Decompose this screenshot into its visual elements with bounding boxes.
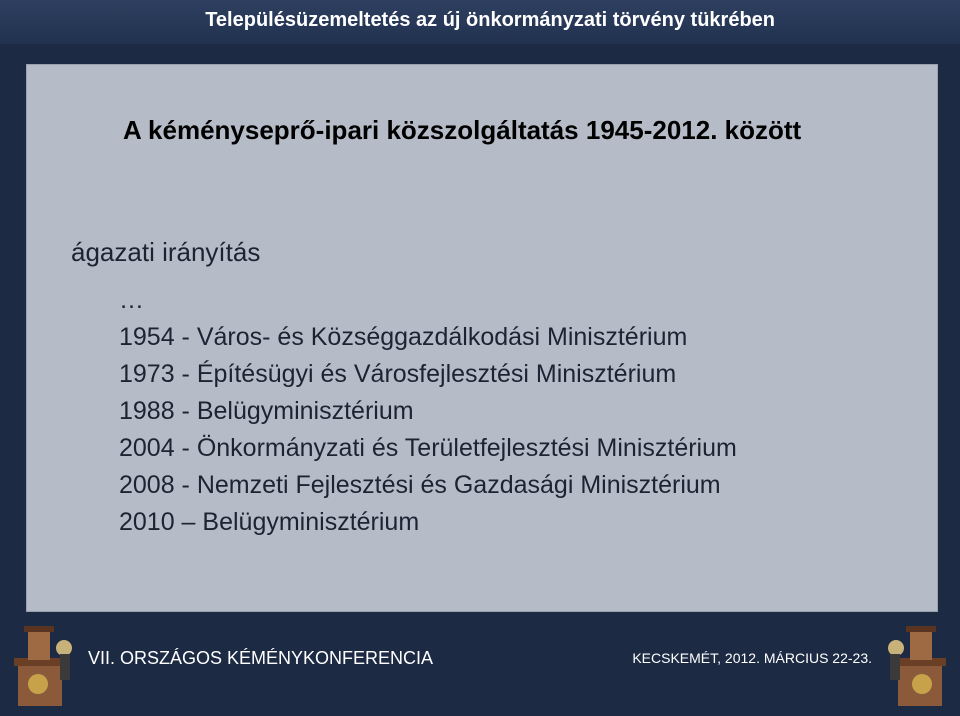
footer-conference-name: VII. ORSZÁGOS KÉMÉNYKONFERENCIA xyxy=(88,648,434,668)
ministry-timeline xyxy=(119,282,737,541)
chimney-sweep-logo-icon xyxy=(10,624,80,710)
timeline-item: 2010 – Belügyminisztérium xyxy=(119,508,420,536)
section-heading: ágazati irányítás xyxy=(71,237,261,267)
timeline-item: 2008 - Nemzeti Fejlesztési és Gazdasági Minisztérium xyxy=(119,471,721,499)
timeline-item: 1954 - Város- és Községgazdálkodási Minisztérium xyxy=(119,323,688,351)
timeline-item: 1988 - Belügyminisztérium xyxy=(119,397,414,425)
chimney-sweep-logo-icon xyxy=(880,624,950,710)
footer-bar xyxy=(0,618,960,716)
timeline-item: 1973 - Építésügyi és Városfejlesztési Minisztérium xyxy=(119,360,677,388)
content-panel xyxy=(26,64,938,612)
footer-location-date: KECSKEMÉT, 2012. MÁRCIUS 22-23. xyxy=(632,650,872,666)
header-bar xyxy=(0,0,960,44)
slide-title: A kéményseprő-ipari közszolgáltatás 1945-2012. között xyxy=(123,115,802,145)
timeline-item: … xyxy=(119,286,144,314)
header-title: Településüzemeltetés az új önkormányzati törvény tükrében xyxy=(205,9,775,31)
timeline-item: 2004 - Önkormányzati és Területfejlesztési Minisztérium xyxy=(119,434,737,462)
